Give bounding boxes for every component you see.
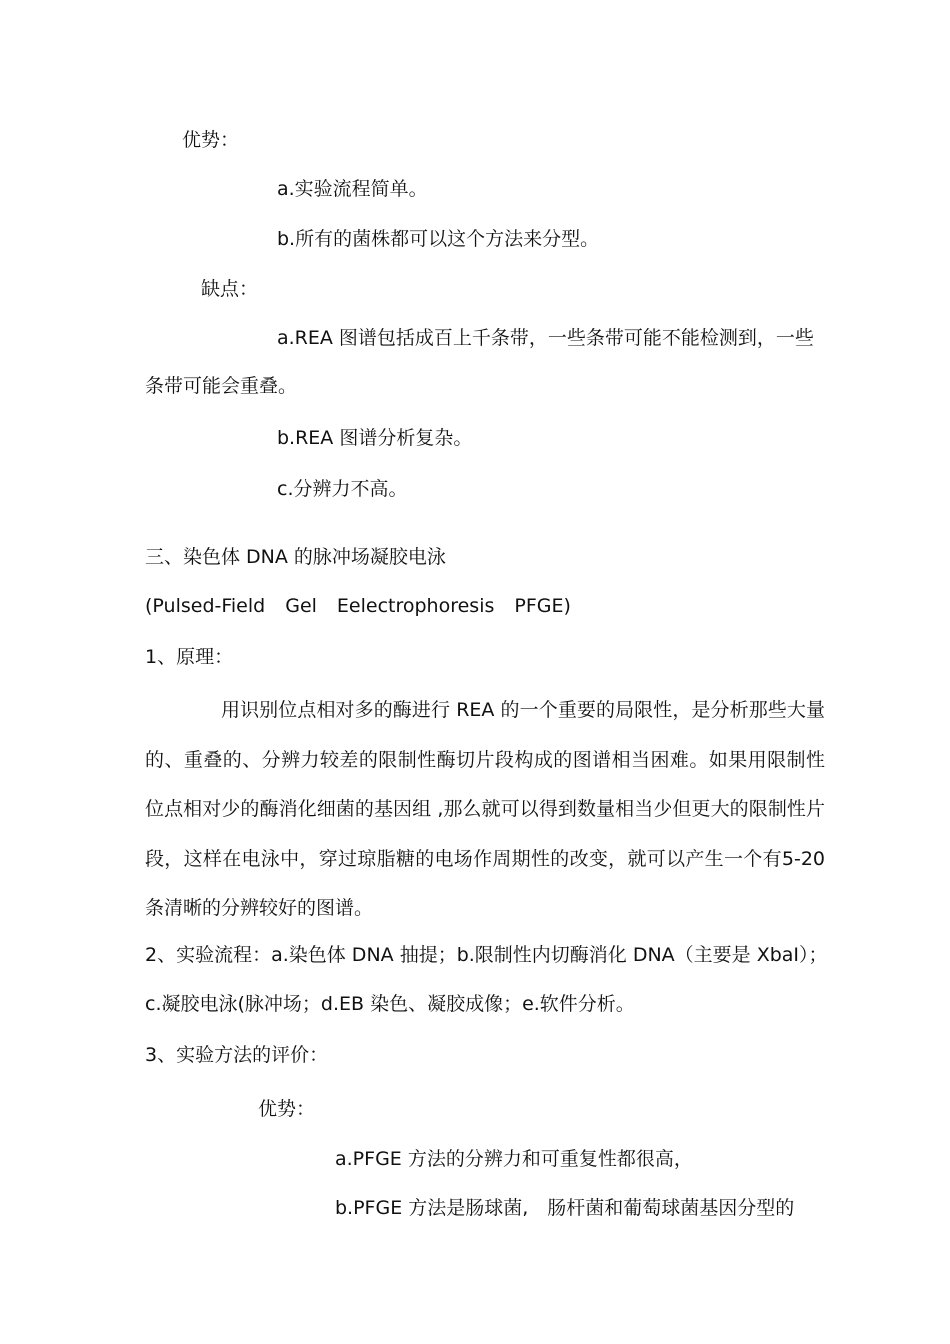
- subtitle-part-2: Gel: [285, 595, 317, 617]
- subtitle-part-4: PFGE): [514, 595, 571, 617]
- section-title: 三、染色体 DNA 的脉冲场凝胶电泳: [145, 546, 446, 568]
- advantages-label-2: 优势：: [258, 1098, 316, 1120]
- principle-heading: 1、原理：: [145, 646, 234, 668]
- disadvantage-item-c: c.分辨力不高。: [277, 478, 408, 500]
- disadvantage-item-a-line2: 条带可能会重叠。: [145, 375, 298, 397]
- advantage-item-b: b.所有的菌株都可以这个方法来分型。: [277, 228, 600, 250]
- evaluation-heading: 3、实验方法的评价：: [145, 1044, 329, 1066]
- disadvantage-item-a-line1: a.REA 图谱包括成百上千条带，一些条带可能不能检测到，一些: [277, 327, 814, 349]
- pfge-advantage-b: b.PFGE 方法是肠球菌, 肠杆菌和葡萄球菌基因分型的: [335, 1197, 795, 1219]
- subtitle-part-3: Eelectrophoresis: [336, 595, 495, 617]
- section-subtitle: [145, 594, 591, 618]
- flow-line-2: c.凝胶电泳(脉冲场；d.EB 染色、凝胶成像；e.软件分析。: [145, 993, 635, 1015]
- subtitle-part-1: (Pulsed-Field: [145, 595, 266, 617]
- advantage-item-a: a.实验流程简单。: [277, 178, 428, 200]
- principle-paragraph: 用识别位点相对多的酶进行 REA 的一个重要的局限性，是分析那些大量的、重叠的、分辨力较差的限制性酶切片段构成的图谱相当困难。如果用限制性位点相对少的酶消化细菌的基因组 ,那么就可以得到数量相当少但更大的限制性片段，这样在电泳中，穿过琼脂糖的电场作周期性的改变，就可以产生一个有5-20 条清晰的分辨较好的图谱。: [145, 699, 825, 919]
- pfge-advantage-a: a.PFGE 方法的分辨力和可重复性都很高，: [335, 1148, 693, 1170]
- advantages-label: 优势：: [182, 129, 240, 151]
- flow-line-1: 2、实验流程：a.染色体 DNA 抽提；b.限制性内切酶消化 DNA（主要是 XbaI）；: [145, 944, 828, 966]
- disadvantage-item-b: b.REA 图谱分析复杂。: [277, 427, 473, 449]
- disadvantages-label: 缺点：: [201, 278, 259, 300]
